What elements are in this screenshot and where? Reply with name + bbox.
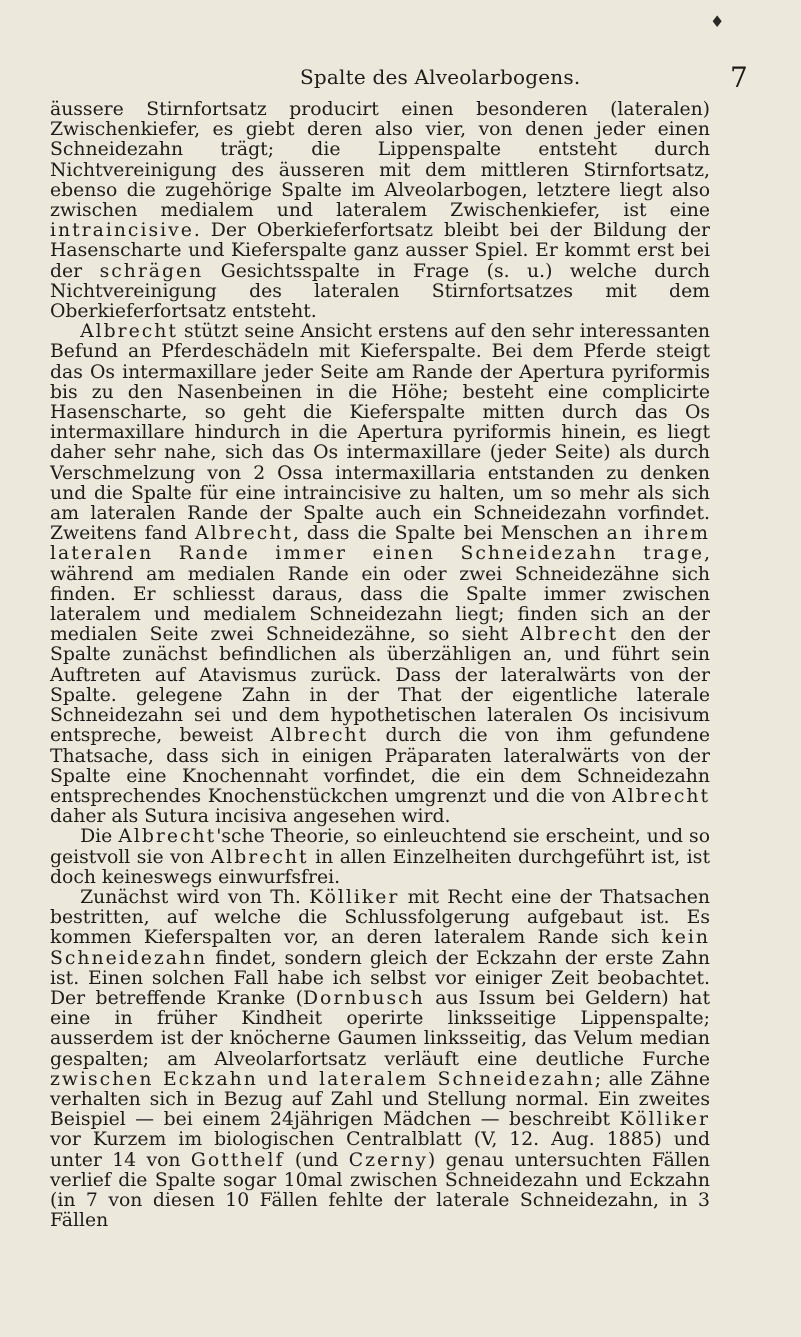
paragraph-1: äussere Stirnfortsatz producirt einen besonderen (lateralen) Zwischenkiefer, es giebt deren also vier, von denen jeder einen Schneidezahn trägt; die Lippenspalte entsteht durch Nichtvereinigung des äusseren mit dem mittleren Stirnfortsatz, ebenso die zugehörige Spalte im Alveolarbogen, letztere liegt also zwischen medialem und lateralem Zwischenkiefer, ist eine intraincisive. Der Oberkieferfortsatz bleibt bei der Bildung der Hasenscharte und Kieferspalte ganz ausser Spiel. Er kommt erst bei der schrägen Gesichtsspalte in Frage (s. u.) welche durch Nichtvereinigung des lateralen Stirnfortsatzes mit dem Oberkieferfortsatz entsteht.	[50, 99, 710, 323]
body-text	[50, 100, 710, 1231]
running-head: Spalte des Alveolarbogens.	[300, 65, 581, 89]
paragraph-3: Die Albrecht'sche Theorie, so einleuchtend sie erscheint, und so geistvoll sie von Albrecht in allen Einzelheiten durchgeführt ist, ist doch keineswegs einwurfsfrei.	[50, 826, 710, 888]
paragraph-4: Zunächst wird von Th. Kölliker mit Recht eine der Thatsachen bestritten, auf welche die Schlussfolgerung aufgebaut ist. Es kommen Kieferspalten vor, an deren lateralem Rande sich kein Schneidezahn findet, sondern gleich der Eckzahn der erste Zahn ist. Einen solchen Fall habe ich selbst vor einiger Zeit beobachtet. Der betreffende Kranke (Dornbusch aus Issum bei Geldern) hat eine in früher Kindheit operirte linksseitige Lippenspalte; ausserdem ist der knöcherne Gaumen linksseitig, das Velum median gespalten; am Alveolarfortsatz verläuft eine deutliche Furche zwischen Eckzahn und lateralem Schneidezahn; alle Zähne verhalten sich in Bezug auf Zahl und Stellung normal. Ein zweites Beispiel — bei einem 24jährigen Mädchen — beschreibt Kölliker vor Kurzem im biologischen Centralblatt (V, 12. Aug. 1885) und unter 14 von Gotthelf (und Czerny) genau untersuchten Fällen verlief die Spalte sogar 10mal zwischen Schneidezahn und Eckzahn (in 7 von diesen 10 Fällen fehlte der laterale Schneidezahn, in 3 Fällen	[50, 886, 710, 1232]
page-number: 7	[730, 61, 748, 94]
corner-mark: ♦	[710, 12, 725, 31]
paragraph-2: Albrecht stützt seine Ansicht erstens auf den sehr interessanten Befund an Pferdeschädeln mit Kieferspalte. Bei dem Pferde steigt das Os intermaxillare jeder Seite am Rande der Apertura pyriformis bis zu den Nasenbeinen in die Höhe; besteht eine complicirte Hasenscharte, so geht die Kieferspalte mitten durch das Os intermaxillare hindurch in die Apertura pyriformis hinein, es liegt daher sehr nahe, sich das Os intermaxillare (jeder Seite) als durch Verschmelzung von 2 Ossa intermaxillaria entstanden zu denken und die Spalte für eine intraincisive zu halten, um so mehr als sich am lateralen Rande der Spalte auch ein Schneidezahn vorfindet. Zweitens fand Albrecht, dass die Spalte bei Menschen an ihrem lateralen Rande immer einen Schneidezahn trage, während am medialen Rande ein oder zwei Schneidezähne sich finden. Er schliesst daraus, dass die Spalte immer zwischen lateralem und medialem Schneidezahn liegt; finden sich an der medialen Seite zwei Schneidezähne, so sieht Albrecht den der Spalte zunächst befindlichen als überzähligen an, und führt sein Auftreten auf Atavismus zurück. Dass der lateralwärts von der Spalte. gelegene Zahn in der That der eigentliche laterale Schneidezahn sei und dem hypothetischen lateralen Os incisivum entspreche, beweist Albrecht durch die von ihm gefundene Thatsache, dass sich in einigen Präparaten lateralwärts von der Spalte eine Knochennaht vorfindet, die ein dem Schneidezahn entsprechendes Knochenstückchen umgrenzt und die von Albrecht daher als Sutura incisiva angesehen wird.	[50, 321, 711, 828]
